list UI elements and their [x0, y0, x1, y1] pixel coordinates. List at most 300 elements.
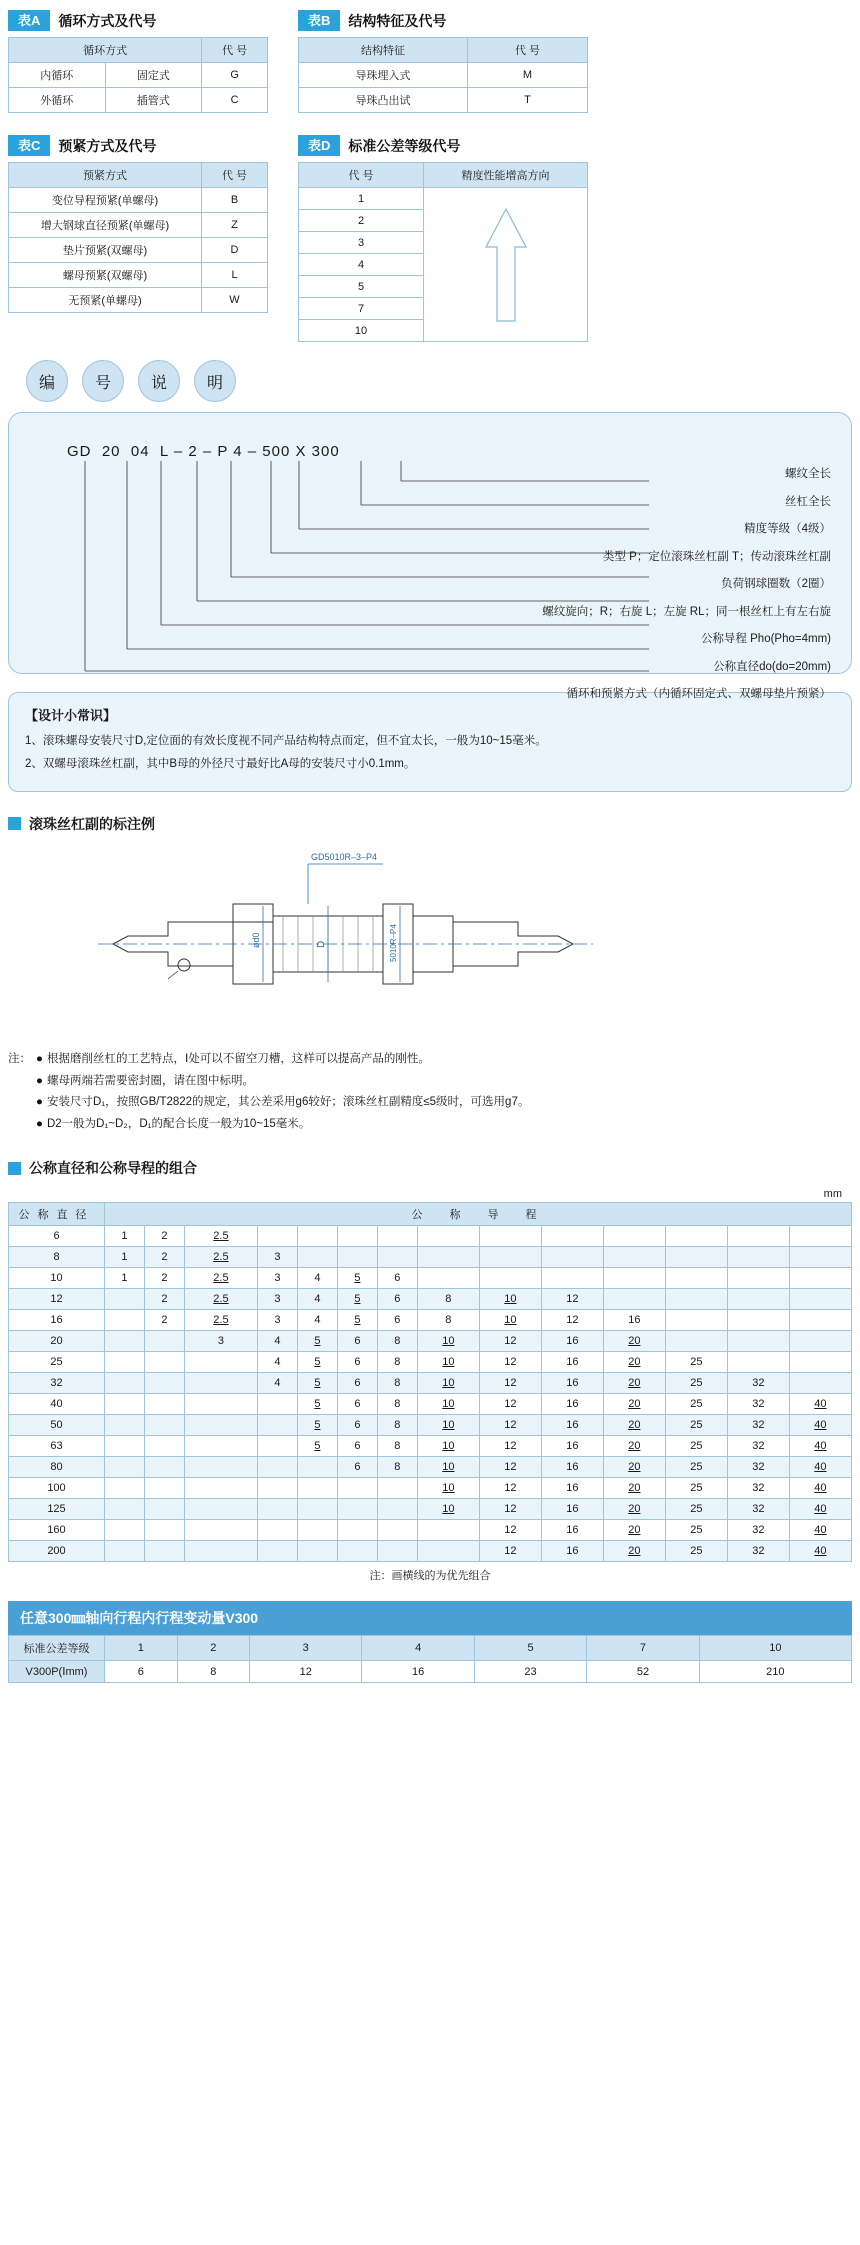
v300-row1-label: 标准公差等级: [9, 1636, 105, 1661]
combo-lead-cell: 40: [789, 1478, 851, 1499]
code-desc-4: 类型 P；定位滚珠丝杠副 T；传动滚珠丝杠副: [602, 550, 831, 563]
combo-lead-cell: 2.5: [184, 1247, 257, 1268]
table-row: [9, 1310, 852, 1331]
cell: 16: [362, 1661, 474, 1683]
model-code-panel: [8, 412, 852, 700]
combo-lead-cell: [184, 1352, 257, 1373]
combo-lead-cell: 40: [789, 1520, 851, 1541]
combo-lead-cell: [541, 1268, 603, 1289]
combo-lead-cell: 25: [665, 1499, 727, 1520]
combo-diameter-cell: 12: [9, 1289, 105, 1310]
arrow-wrap: [427, 192, 584, 337]
table-row: [299, 63, 588, 88]
combo-lead-cell: 16: [603, 1310, 665, 1331]
note-2: 螺母两端若需要密封圈，请在图中标明。: [46, 1074, 254, 1087]
combo-lead-cell: [144, 1373, 184, 1394]
code-desc-5: 负荷钢球圈数（2圈）: [721, 578, 831, 590]
combo-lead-cell: 20: [603, 1436, 665, 1457]
table-d-block: [298, 135, 588, 342]
note-lead-spacer: [8, 1114, 36, 1136]
combo-lead-cell: [377, 1499, 417, 1520]
table-row: [9, 263, 268, 288]
cell: 插管式: [105, 88, 202, 113]
combo-lead-cell: [789, 1247, 851, 1268]
combo-lead-cell: [105, 1289, 145, 1310]
combo-lead-cell: 16: [541, 1373, 603, 1394]
cell: G: [202, 63, 268, 88]
combo-lead-cell: [417, 1268, 479, 1289]
table-d-title: 标准公差等级代号: [348, 137, 461, 154]
combo-lead-cell: [665, 1289, 727, 1310]
combo-lead-cell: 25: [665, 1541, 727, 1562]
combo-lead-cell: 5: [337, 1310, 377, 1331]
cell: 5: [474, 1636, 586, 1661]
bullet-icon: ●: [36, 1052, 43, 1065]
combo-diameter-cell: 16: [9, 1310, 105, 1331]
drawing-label-d: D: [316, 940, 327, 948]
cell: 23: [474, 1661, 586, 1683]
combo-lead-cell: [105, 1394, 145, 1415]
circle-char-2: 号: [82, 360, 124, 402]
combo-lead-cell: [727, 1331, 789, 1352]
combo-lead-cell: [184, 1541, 257, 1562]
combo-lead-cell: [257, 1520, 297, 1541]
combo-lead-cell: [789, 1373, 851, 1394]
combo-lead-cell: [479, 1226, 541, 1247]
table-b-col-header-1: 结构特征: [299, 38, 468, 63]
combo-lead-cell: 12: [479, 1373, 541, 1394]
bullet-icon: ●: [36, 1096, 43, 1109]
combo-lead-cell: [417, 1247, 479, 1268]
table-row: [9, 1247, 852, 1268]
table-d-col-header-2: 精度性能增高方向: [424, 163, 588, 188]
combo-lead-cell: [105, 1352, 145, 1373]
table-d-tag: 表D: [298, 135, 340, 156]
combo-lead-cell: 12: [479, 1331, 541, 1352]
combo-lead-cell: [665, 1331, 727, 1352]
combo-lead-cell: 40: [789, 1541, 851, 1562]
combo-lead-cell: 25: [665, 1520, 727, 1541]
tables-ab-row: [8, 10, 852, 113]
combo-lead-cell: 3: [257, 1289, 297, 1310]
table-row: [9, 1520, 852, 1541]
table-a-col-header-2: 代 号: [202, 38, 268, 63]
combo-lead-cell: [377, 1226, 417, 1247]
combo-lead-cell: 32: [727, 1436, 789, 1457]
table-row: [9, 1478, 852, 1499]
combo-lead-cell: 5: [297, 1373, 337, 1394]
combo-lead-cell: 6: [377, 1289, 417, 1310]
table-c-block: [8, 135, 268, 313]
diameter-lead-combination-table: [8, 1202, 852, 1562]
combo-lead-cell: 16: [541, 1394, 603, 1415]
table-c-col-header-1: 预紧方式: [9, 163, 202, 188]
combo-heading: [8, 1158, 852, 1178]
combo-lead-cell: [789, 1310, 851, 1331]
note-3: 安装尺寸D₁，按照GB/T2822的规定，其公差采用g6较好；滚珠丝杠副精度≤5级时，可选用g7。: [46, 1096, 530, 1109]
cell: 10: [699, 1636, 851, 1661]
table-b-block: [298, 10, 588, 113]
combo-lead-cell: 3: [257, 1310, 297, 1331]
combo-lead-cell: [297, 1520, 337, 1541]
combo-lead-cell: 10: [417, 1352, 479, 1373]
combo-lead-cell: 6: [377, 1268, 417, 1289]
table-row: [9, 1268, 852, 1289]
combo-lead-cell: 10: [417, 1499, 479, 1520]
table-row: [299, 163, 588, 188]
combo-lead-cell: 1: [105, 1247, 145, 1268]
combo-diameter-cell: 6: [9, 1226, 105, 1247]
combo-diameter-cell: 160: [9, 1520, 105, 1541]
cell: 2: [177, 1636, 250, 1661]
combo-lead-cell: 6: [337, 1352, 377, 1373]
cell: 12: [250, 1661, 362, 1683]
table-row: [9, 288, 268, 313]
combo-lead-cell: [665, 1247, 727, 1268]
note-lead-spacer: [8, 1092, 36, 1114]
combo-lead-cell: [105, 1436, 145, 1457]
table-row: [9, 1289, 852, 1310]
cell: 外循环: [9, 88, 106, 113]
combo-lead-cell: 8: [377, 1394, 417, 1415]
combo-lead-cell: 16: [541, 1436, 603, 1457]
combo-lead-cell: [337, 1247, 377, 1268]
table-row: [9, 1541, 852, 1562]
table-row: [299, 188, 588, 210]
drawing-callout-label: GD5010R–3–P4: [311, 851, 378, 862]
combo-lead-cell: [727, 1310, 789, 1331]
combo-lead-cell: 10: [417, 1436, 479, 1457]
code-descriptions: [542, 465, 831, 713]
combo-lead-cell: 12: [479, 1520, 541, 1541]
cell: 52: [587, 1661, 699, 1683]
combo-lead-cell: [297, 1457, 337, 1478]
table-a-block: [8, 10, 268, 113]
combo-lead-cell: [184, 1520, 257, 1541]
combo-lead-cell: 2: [144, 1289, 184, 1310]
combo-lead-cell: [727, 1247, 789, 1268]
combo-lead-cell: [377, 1520, 417, 1541]
cell: T: [468, 88, 588, 113]
combo-lead-cell: 16: [541, 1457, 603, 1478]
combo-lead-cell: 40: [789, 1436, 851, 1457]
table-row: [9, 1373, 852, 1394]
combo-lead-cell: [417, 1520, 479, 1541]
combo-lead-cell: [479, 1247, 541, 1268]
code-desc-7: 公称导程 Pho(Pho=4mm): [700, 633, 831, 645]
combo-lead-cell: 3: [184, 1331, 257, 1352]
note-row: [8, 1114, 852, 1136]
cell: 3: [250, 1636, 362, 1661]
cell: 导珠埋入式: [299, 63, 468, 88]
combo-lead-cell: [105, 1457, 145, 1478]
cell: 变位导程预紧(单螺母): [9, 188, 202, 213]
table-b-col-header-2: 代 号: [468, 38, 588, 63]
table-row: [9, 238, 268, 263]
combo-lead-cell: 12: [479, 1541, 541, 1562]
combo-lead-cell: 40: [789, 1457, 851, 1478]
table-c-col-header-2: 代 号: [202, 163, 268, 188]
table-row: [9, 1499, 852, 1520]
v300-table: [8, 1635, 852, 1683]
combo-lead-cell: [727, 1289, 789, 1310]
note-lead-spacer: [8, 1071, 36, 1093]
cell: B: [202, 188, 268, 213]
combo-lead-cell: [105, 1520, 145, 1541]
combo-lead-cell: [297, 1478, 337, 1499]
combo-lead-cell: [297, 1247, 337, 1268]
combo-lead-cell: 5: [337, 1289, 377, 1310]
combo-lead-cell: [417, 1541, 479, 1562]
combo-lead-cell: 8: [377, 1352, 417, 1373]
cell: 无预紧(单螺母): [9, 288, 202, 313]
combo-lead-cell: [603, 1289, 665, 1310]
table-row: [9, 1394, 852, 1415]
combo-lead-cell: [297, 1226, 337, 1247]
bullet-icon: ●: [36, 1118, 43, 1131]
combo-lead-cell: 16: [541, 1331, 603, 1352]
combo-lead-cell: 5: [337, 1268, 377, 1289]
combo-lead-cell: 32: [727, 1499, 789, 1520]
combo-diameter-cell: 100: [9, 1478, 105, 1499]
combo-lead-cell: 5: [297, 1394, 337, 1415]
combo-lead-cell: [105, 1415, 145, 1436]
combo-lead-cell: 4: [257, 1331, 297, 1352]
combo-lead-cell: [665, 1310, 727, 1331]
combo-lead-cell: 20: [603, 1541, 665, 1562]
combo-lead-cell: 3: [257, 1268, 297, 1289]
precision-direction-arrow-cell: [424, 188, 588, 342]
combo-lead-cell: [257, 1394, 297, 1415]
combo-lead-cell: 25: [665, 1457, 727, 1478]
combo-lead-cell: [144, 1478, 184, 1499]
combo-lead-cell: [105, 1310, 145, 1331]
combo-lead-cell: 12: [479, 1394, 541, 1415]
combo-lead-cell: 8: [417, 1310, 479, 1331]
combo-lead-cell: 20: [603, 1352, 665, 1373]
table-a-header: [8, 10, 268, 31]
combo-lead-cell: 4: [257, 1373, 297, 1394]
combo-col-header-lead: 公 称 导 程: [105, 1203, 852, 1226]
cell: 210: [699, 1661, 851, 1683]
table-row: [9, 213, 268, 238]
combo-diameter-cell: 10: [9, 1268, 105, 1289]
combo-lead-cell: 6: [337, 1415, 377, 1436]
combo-lead-cell: [417, 1226, 479, 1247]
combo-lead-cell: 32: [727, 1373, 789, 1394]
combo-lead-cell: [789, 1268, 851, 1289]
combo-lead-cell: 2: [144, 1226, 184, 1247]
combo-lead-cell: 16: [541, 1352, 603, 1373]
drawing-label-d0: ød0: [251, 932, 261, 948]
combo-lead-cell: 16: [541, 1541, 603, 1562]
combo-lead-cell: 2: [144, 1310, 184, 1331]
combo-lead-cell: 10: [479, 1289, 541, 1310]
circle-char-1: 编: [26, 360, 68, 402]
notes-prefix: 注：: [8, 1052, 31, 1065]
table-d: [298, 162, 588, 342]
combo-lead-cell: [257, 1499, 297, 1520]
code-desc-2: 丝杠全长: [785, 495, 831, 508]
combo-diameter-cell: 80: [9, 1457, 105, 1478]
combo-lead-cell: [144, 1352, 184, 1373]
drawing-heading: [8, 814, 852, 834]
design-tips-title: 【设计小常识】: [25, 708, 117, 723]
table-a-tag: 表A: [8, 10, 50, 31]
combo-lead-cell: 16: [541, 1499, 603, 1520]
table-row: [9, 1661, 852, 1683]
combo-lead-cell: 12: [479, 1436, 541, 1457]
combo-lead-cell: [337, 1520, 377, 1541]
v300-row2-label: V300P(Ⅰmm): [9, 1661, 105, 1683]
combo-table-body: [9, 1226, 852, 1562]
combo-lead-cell: 8: [377, 1373, 417, 1394]
combo-lead-cell: 12: [479, 1478, 541, 1499]
combo-lead-cell: 20: [603, 1457, 665, 1478]
note-1: 根据磨削丝杠的工艺特点，Ⅰ处可以不留空刀槽，这样可以提高产品的刚性。: [46, 1052, 430, 1065]
combo-diameter-cell: 63: [9, 1436, 105, 1457]
cell: D: [202, 238, 268, 263]
table-row: [299, 88, 588, 113]
table-a: [8, 37, 268, 113]
section-title-circles: [26, 360, 852, 402]
combo-lead-cell: 12: [479, 1352, 541, 1373]
cell: 6: [105, 1661, 178, 1683]
combo-lead-cell: 6: [377, 1310, 417, 1331]
combo-lead-cell: 16: [541, 1478, 603, 1499]
combo-lead-cell: 25: [665, 1352, 727, 1373]
combo-lead-cell: [479, 1268, 541, 1289]
combo-lead-cell: [184, 1436, 257, 1457]
combo-lead-cell: 2: [144, 1268, 184, 1289]
table-row: [9, 1226, 852, 1247]
combo-lead-cell: 6: [337, 1394, 377, 1415]
combo-lead-cell: 16: [541, 1520, 603, 1541]
combo-lead-cell: [257, 1415, 297, 1436]
combo-lead-cell: [337, 1478, 377, 1499]
combo-lead-cell: 5: [297, 1415, 337, 1436]
table-row: [9, 163, 268, 188]
drawing-label-code: 5010R–P4: [389, 923, 398, 962]
combo-lead-cell: 6: [337, 1457, 377, 1478]
combo-lead-cell: 10: [479, 1310, 541, 1331]
note-row: [8, 1092, 852, 1114]
table-header-row: [9, 1203, 852, 1226]
combo-lead-cell: [257, 1478, 297, 1499]
combo-lead-cell: 40: [789, 1415, 851, 1436]
circle-char-3: 说: [138, 360, 180, 402]
table-a-col-header-1: 循环方式: [9, 38, 202, 63]
cell: 内循环: [9, 63, 106, 88]
combo-lead-cell: [727, 1352, 789, 1373]
combo-lead-cell: 20: [603, 1331, 665, 1352]
combo-lead-cell: [665, 1226, 727, 1247]
cell: M: [468, 63, 588, 88]
combo-lead-cell: [603, 1247, 665, 1268]
table-row: [9, 1457, 852, 1478]
combo-lead-cell: 12: [479, 1499, 541, 1520]
combo-lead-cell: [727, 1226, 789, 1247]
combo-lead-cell: 40: [789, 1499, 851, 1520]
combo-lead-cell: [144, 1499, 184, 1520]
combo-diameter-cell: 50: [9, 1415, 105, 1436]
combo-lead-cell: [184, 1478, 257, 1499]
combo-lead-cell: [257, 1457, 297, 1478]
combo-diameter-cell: 20: [9, 1331, 105, 1352]
combo-lead-cell: 6: [337, 1436, 377, 1457]
combo-lead-cell: 12: [479, 1415, 541, 1436]
combo-diameter-cell: 125: [9, 1499, 105, 1520]
table-c-tag: 表C: [8, 135, 50, 156]
cell: 增大钢球直径预紧(单螺母): [9, 213, 202, 238]
combo-lead-cell: 6: [337, 1373, 377, 1394]
table-c-title: 预紧方式及代号: [58, 137, 157, 154]
cell: 导珠凸出试: [299, 88, 468, 113]
combo-lead-cell: [257, 1541, 297, 1562]
combo-lead-cell: 5: [297, 1436, 337, 1457]
combo-heading-text: 公称直径和公称导程的组合: [29, 1160, 197, 1177]
table-row: [9, 1636, 852, 1661]
drawing-notes: [8, 1049, 852, 1136]
combo-lead-cell: 8: [377, 1457, 417, 1478]
combo-lead-cell: [337, 1541, 377, 1562]
combo-lead-cell: [789, 1289, 851, 1310]
combo-lead-cell: [105, 1478, 145, 1499]
combo-lead-cell: [144, 1394, 184, 1415]
combo-lead-cell: [727, 1268, 789, 1289]
combo-lead-cell: 2: [144, 1247, 184, 1268]
table-row: [9, 1436, 852, 1457]
combo-lead-cell: 5: [297, 1331, 337, 1352]
cell: 固定式: [105, 63, 202, 88]
combo-lead-cell: 25: [665, 1415, 727, 1436]
v300-heading: 任意300㎜轴向行程内行程变动量V300: [8, 1601, 852, 1635]
combo-lead-cell: 32: [727, 1520, 789, 1541]
combo-lead-cell: [144, 1520, 184, 1541]
table-d-header: [298, 135, 588, 156]
combo-lead-cell: [144, 1541, 184, 1562]
table-b-header: [298, 10, 588, 31]
table-b-title: 结构特征及代号: [348, 12, 447, 29]
combo-lead-cell: 4: [297, 1268, 337, 1289]
design-tip-1: 1、滚珠螺母安装尺寸D,定位面的有效长度视不同产品结构特点而定，但不宜太长，一般为10~15毫米。: [25, 735, 547, 747]
table-row: [9, 88, 268, 113]
model-code-string: GD 20 04 L – 2 – P 4 – 500 X 300: [67, 443, 340, 460]
ballscrew-drawing: [8, 844, 852, 1034]
code-desc-9: 循环和预紧方式（内循环固定式、双螺母垫片预紧）: [566, 688, 831, 700]
combo-lead-cell: 16: [541, 1415, 603, 1436]
cell: Z: [202, 213, 268, 238]
combo-lead-cell: 25: [665, 1373, 727, 1394]
table-row: [9, 188, 268, 213]
bullet-icon: ●: [36, 1074, 43, 1087]
design-tip-2: 2、双螺母滚珠丝杠副，其中B母的外径尺寸最好比A母的安装尺寸小0.1mm。: [25, 758, 416, 771]
combo-lead-cell: 10: [417, 1457, 479, 1478]
combo-lead-cell: 40: [789, 1394, 851, 1415]
combo-lead-cell: [377, 1541, 417, 1562]
cell: 10: [299, 320, 424, 342]
note-row: [8, 1071, 852, 1093]
code-desc-8: 公称直径do(do=20mm): [713, 660, 831, 673]
combo-lead-cell: 1: [105, 1226, 145, 1247]
cell: 1: [299, 188, 424, 210]
cell: 4: [362, 1636, 474, 1661]
combo-lead-cell: 32: [727, 1394, 789, 1415]
combo-lead-cell: 12: [541, 1289, 603, 1310]
combo-lead-cell: [541, 1247, 603, 1268]
cell: 4: [299, 254, 424, 276]
combo-lead-cell: 10: [417, 1415, 479, 1436]
